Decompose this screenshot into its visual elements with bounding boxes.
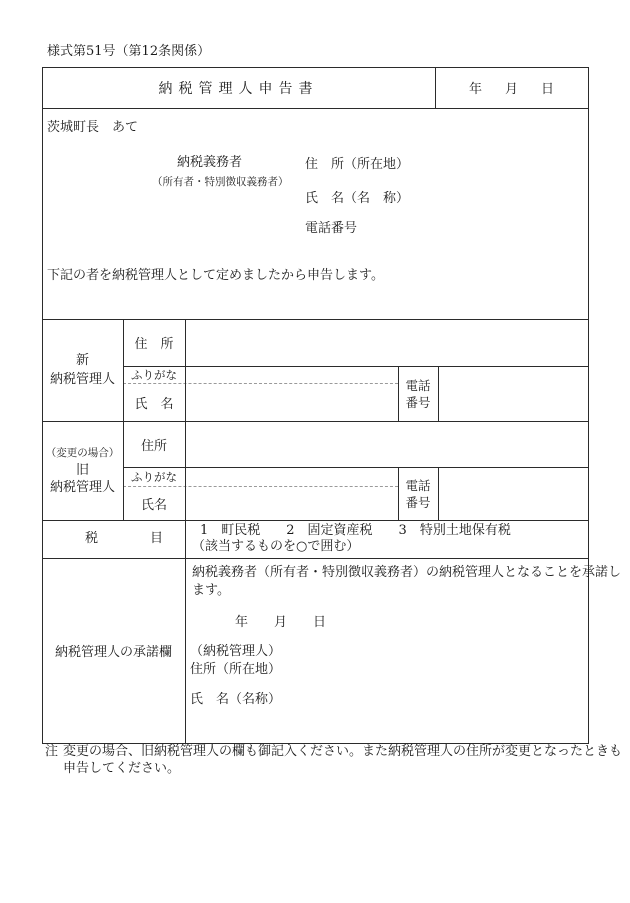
- tax-items-label-char1: 税: [85, 531, 99, 546]
- consent-date: [235, 615, 326, 631]
- form-title: 納税管理人申告書: [158, 80, 319, 97]
- new-manager-row-label-line1: 新: [75, 353, 89, 368]
- old-manager-phone-input[interactable]: [438, 467, 588, 520]
- old-manager-row-label-line2: 旧: [75, 463, 89, 478]
- new-manager-name-input[interactable]: [185, 383, 398, 421]
- new-manager-furigana-input[interactable]: [185, 366, 398, 383]
- new-manager-phone-label-line1: 電話: [405, 377, 431, 393]
- tax-items-options[interactable]: 1 町民税 2 固定資産税 3 特別土地保有税: [200, 523, 511, 538]
- new-manager-phone-label-line2: 番号: [405, 394, 431, 410]
- new-manager-address-label: 住 所: [134, 337, 174, 352]
- old-manager-phone-label: [398, 467, 438, 520]
- header-date-day: 日: [541, 82, 555, 97]
- consent-statement-line1: 納税義務者（所有者・特別徴収義務者）の納税管理人となることを承諾し: [192, 565, 622, 580]
- consent-date-year: 年: [235, 615, 249, 630]
- addressee: 茨城町長 あて: [47, 120, 139, 135]
- header-date-year: 年: [468, 82, 482, 97]
- note-line1: 変更の場合、旧納税管理人の欄も御記入ください。また納税管理人の住所が変更となったときも: [63, 744, 623, 759]
- consent-row-label: 納税管理人の承諾欄: [54, 645, 172, 660]
- consent-date-day: 日: [313, 615, 327, 630]
- new-manager-phone-label: [398, 366, 438, 421]
- old-manager-row-label: [42, 421, 123, 520]
- consent-statement-line2: ます。: [192, 583, 230, 598]
- consent-name-label: 氏 名（名称）: [190, 692, 282, 707]
- new-manager-row-label-line2: 納税管理人: [49, 372, 115, 387]
- taxpayer-sublabel: （所有者・特別徴収義務者）: [152, 176, 289, 188]
- old-manager-row-label-line3: 納税管理人: [49, 480, 115, 495]
- taxpayer-name-label: 氏 名（名 称）: [305, 191, 410, 206]
- header-date-month: 月: [504, 82, 518, 97]
- consent-manager-caption: （納税管理人）: [190, 644, 282, 659]
- old-manager-row-label-line1: （変更の場合）: [45, 447, 120, 459]
- old-manager-name-label: 氏名: [140, 497, 167, 513]
- title-row-divider: [42, 108, 589, 109]
- old-tax-divider: [42, 520, 589, 521]
- note-line2: 申告してください。: [63, 761, 181, 776]
- note-prefix: 注: [45, 744, 59, 759]
- consent-date-month: 月: [274, 615, 288, 630]
- old-manager-address-label: 住所: [140, 438, 167, 454]
- old-manager-furigana-label: ふりがな: [131, 469, 177, 484]
- new-manager-name-label: 氏 名: [134, 396, 174, 412]
- new-manager-furigana-label: ふりがな: [131, 367, 177, 382]
- taxpayer-label: 納税義務者: [177, 155, 243, 170]
- old-manager-address-input[interactable]: [185, 421, 588, 467]
- new-manager-row-label: [42, 319, 123, 421]
- header-date: [435, 67, 588, 108]
- consent-address-label: 住所（所在地）: [190, 662, 282, 677]
- old-manager-name-input[interactable]: [185, 486, 398, 520]
- taxpayer-address-label: 住 所（所在地）: [305, 157, 410, 172]
- tax-items-label-char2: 目: [150, 531, 164, 546]
- old-manager-phone-label-line1: 電話: [405, 477, 431, 493]
- new-manager-address-input[interactable]: [185, 319, 588, 366]
- old-manager-phone-label-line2: 番号: [405, 494, 431, 510]
- declaration-text: 下記の者を納税管理人として定めましたから申告します。: [47, 268, 384, 283]
- taxpayer-phone-label: 電話番号: [305, 221, 358, 236]
- form-number-label: 様式第51号（第12条関係）: [47, 44, 211, 59]
- new-manager-phone-input[interactable]: [438, 366, 588, 421]
- tax-items-instruction: （該当するものを○で囲む）: [192, 539, 360, 554]
- old-manager-furigana-input[interactable]: [185, 467, 398, 486]
